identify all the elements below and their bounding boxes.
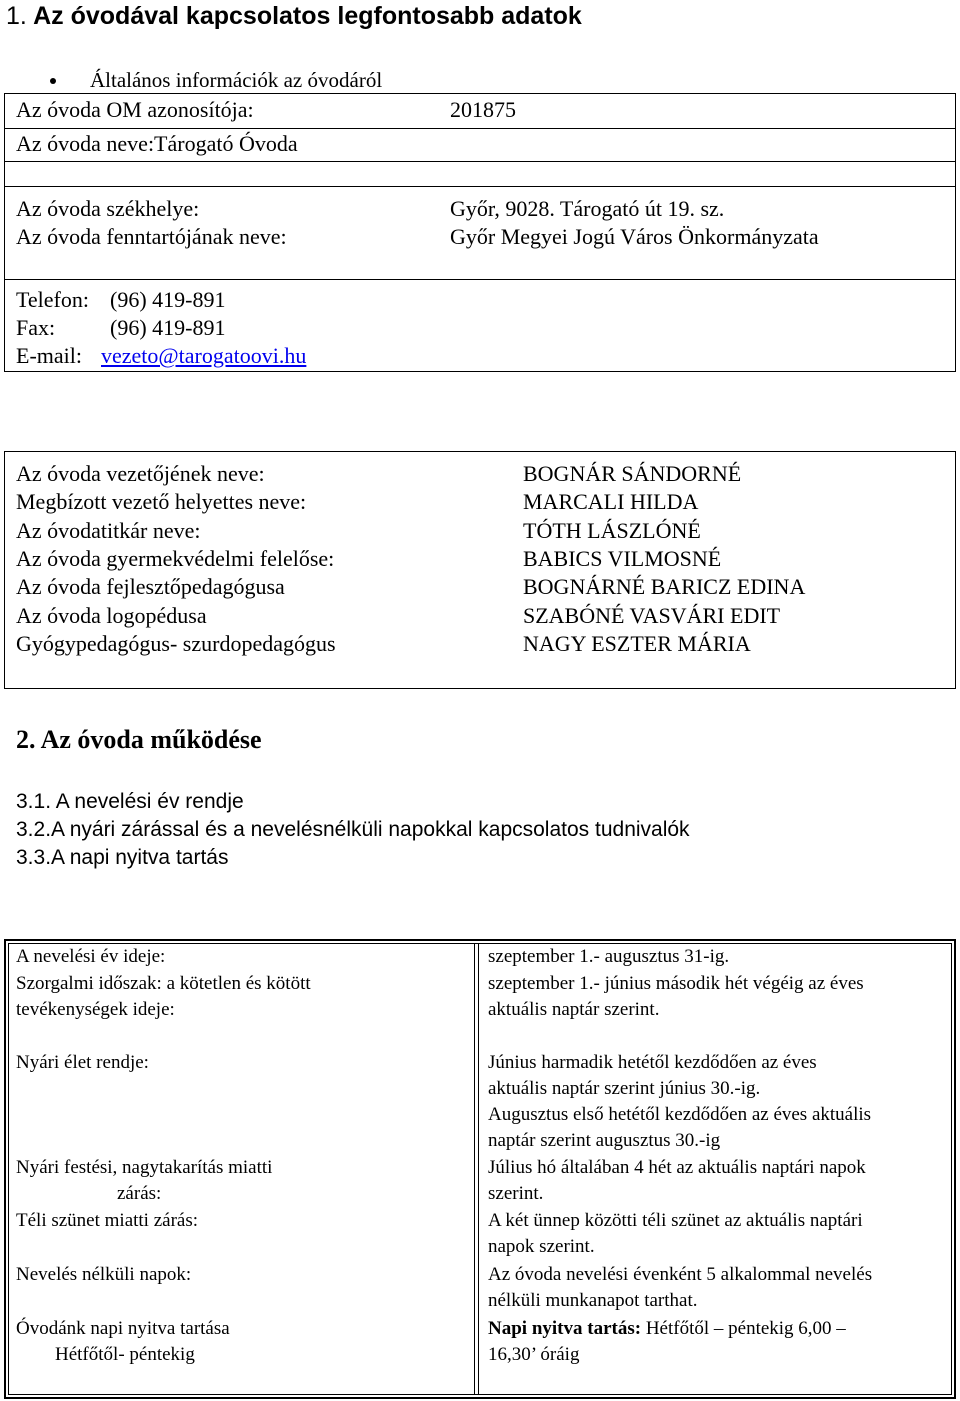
fax-value: (96) 419-891 bbox=[110, 315, 226, 340]
opening-hours-text: Hétfőtől – péntekig 6,00 – bbox=[641, 1318, 846, 1339]
staff-role: Az óvoda vezetőjének neve: bbox=[16, 461, 265, 486]
schedule-label-winter: Téli szünet miatti zárás: bbox=[16, 1210, 199, 1231]
schedule-label-year: A nevelési év ideje: bbox=[16, 946, 166, 967]
maintainer-value: Győr Megyei Jogú Város Önkormányzata bbox=[450, 224, 819, 249]
schedule-label-study-period-2: tevékenységek ideje: bbox=[16, 999, 175, 1020]
schedule-label-no-education: Nevelés nélküli napok: bbox=[16, 1264, 192, 1285]
table-divider bbox=[4, 161, 956, 162]
schedule-label-opening: Óvodánk napi nyitva tartása bbox=[16, 1318, 230, 1339]
general-info-text: Általános információk az óvodáról bbox=[90, 68, 383, 92]
table-divider bbox=[4, 186, 956, 187]
schedule-column-divider bbox=[478, 943, 479, 1395]
schedule-value-study-period-2: aktuális naptár szerint. bbox=[488, 999, 660, 1020]
schedule-value-painting-1: Július hó általában 4 hét az aktuális naptári napok bbox=[488, 1157, 866, 1178]
schedule-label-painting-2: zárás: bbox=[117, 1183, 162, 1204]
table-divider bbox=[4, 279, 956, 280]
staff-role: Gyógypedagógus- szurdopedagógus bbox=[16, 630, 336, 656]
staff-name: NAGY ESZTER MÁRIA bbox=[523, 630, 751, 656]
email-label: E-mail: bbox=[16, 343, 82, 368]
fax-label: Fax: bbox=[16, 315, 56, 340]
subsection-3-3: 3.3.A napi nyitva tartás bbox=[16, 846, 229, 869]
phone-label: Telefon: bbox=[16, 287, 89, 312]
section-1-number: 1. bbox=[6, 2, 27, 30]
bullet-icon bbox=[50, 78, 56, 84]
seat-label: Az óvoda székhelye: bbox=[16, 196, 200, 221]
section-1-heading bbox=[6, 2, 582, 31]
opening-bold-label: Napi nyitva tartás: bbox=[488, 1318, 642, 1339]
schedule-value-no-education-2: nélküli munkanapot tarthat. bbox=[488, 1290, 698, 1311]
schedule-value-winter-1: A két ünnep közötti téli szünet az aktuális naptári bbox=[488, 1210, 863, 1231]
schedule-value-opening-2: 16,30’ óráig bbox=[488, 1344, 580, 1365]
schedule-value-no-education-1: Az óvoda nevelési évenként 5 alkalommal nevelés bbox=[488, 1264, 873, 1285]
maintainer-label: Az óvoda fenntartójának neve: bbox=[16, 224, 287, 249]
subsection-3-1: 3.1. A nevelési év rendje bbox=[16, 790, 244, 813]
staff-role: Az óvoda gyermekvédelmi felelőse: bbox=[16, 545, 335, 571]
schedule-value-year: szeptember 1.- augusztus 31-ig. bbox=[488, 946, 730, 967]
schedule-value-study-period: szeptember 1.- június második hét végéig az éves bbox=[488, 973, 864, 994]
schedule-label-study-period: Szorgalmi időszak: a kötetlen és kötött bbox=[16, 973, 311, 994]
staff-role: Az óvoda fejlesztőpedagógusa bbox=[16, 574, 285, 600]
schedule-value-summer-4: naptár szerint augusztus 30.-ig bbox=[488, 1130, 721, 1151]
schedule-value-painting-2: szerint. bbox=[488, 1183, 544, 1204]
schedule-value-summer-2: aktuális naptár szerint június 30.-ig. bbox=[488, 1078, 761, 1099]
schedule-label-opening-2: Hétfőtől- péntekig bbox=[55, 1344, 195, 1365]
schedule-value-summer-3: Augusztus első hetétől kezdődően az éves aktuális bbox=[488, 1104, 872, 1125]
schedule-value-winter-2: napok szerint. bbox=[488, 1236, 595, 1257]
om-label: Az óvoda OM azonosítója: bbox=[16, 97, 254, 122]
phone-value: (96) 419-891 bbox=[110, 287, 226, 312]
email-link[interactable]: vezeto@tarogatoovi.hu bbox=[101, 343, 307, 368]
staff-role: Az óvoda logopédusa bbox=[16, 602, 207, 628]
schedule-label-painting: Nyári festési, nagytakarítás miatti bbox=[16, 1157, 273, 1178]
schedule-column-divider bbox=[474, 943, 475, 1395]
staff-name: SZABÓNÉ VASVÁRI EDIT bbox=[523, 602, 781, 628]
seat-value: Győr, 9028. Tárogató út 19. sz. bbox=[450, 196, 725, 221]
staff-name: MARCALI HILDA bbox=[523, 489, 699, 515]
schedule-value-summer-1: Június harmadik hetétől kezdődően az éves bbox=[488, 1052, 817, 1073]
staff-role: Az óvodatitkár neve: bbox=[16, 517, 201, 543]
schedule-value-opening-1 bbox=[488, 1318, 846, 1340]
section-2-heading: 2. Az óvoda működése bbox=[16, 725, 262, 754]
table-divider bbox=[4, 128, 956, 129]
section-1-title: Az óvodával kapcsolatos legfontosabb adatok bbox=[33, 2, 582, 30]
om-value: 201875 bbox=[450, 97, 516, 122]
schedule-label-summer: Nyári élet rendje: bbox=[16, 1052, 149, 1073]
staff-name: BOGNÁRNÉ BARICZ EDINA bbox=[523, 574, 806, 600]
staff-role: Megbízott vezető helyettes neve: bbox=[16, 489, 307, 515]
staff-name: BOGNÁR SÁNDORNÉ bbox=[523, 461, 742, 486]
staff-name: BABICS VILMOSNÉ bbox=[523, 545, 722, 571]
kindergarten-name: Az óvoda neve:Tárogató Óvoda bbox=[16, 131, 298, 156]
staff-name: TÓTH LÁSZLÓNÉ bbox=[523, 517, 701, 543]
subsection-3-2: 3.2.A nyári zárással és a nevelésnélküli napokkal kapcsolatos tudnivalók bbox=[16, 818, 690, 841]
